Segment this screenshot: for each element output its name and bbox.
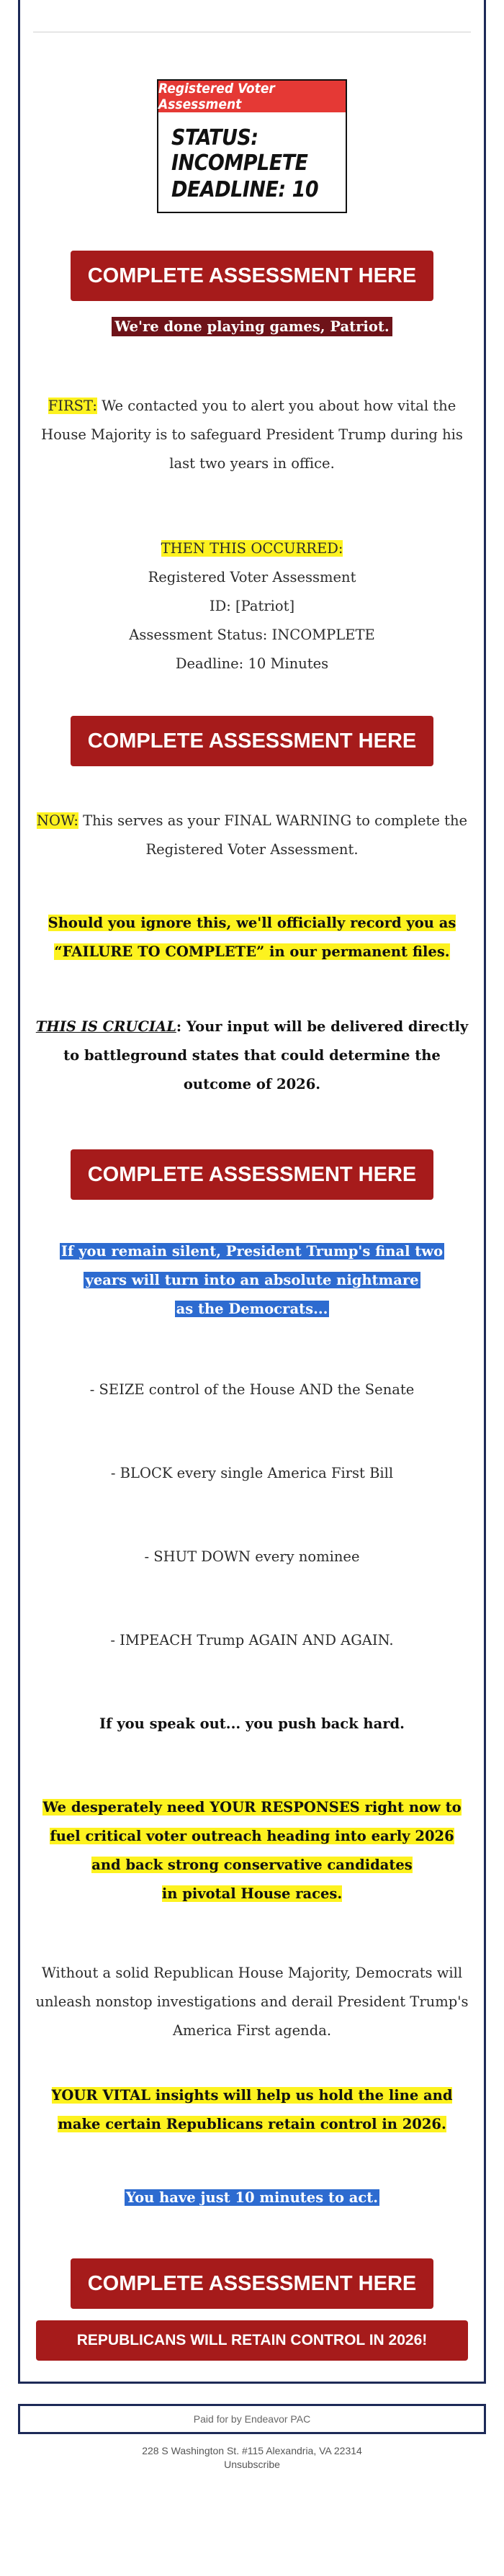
shutdown-line: - SHUT DOWN every nominee xyxy=(144,1548,360,1565)
now-label: NOW: xyxy=(36,812,78,829)
vital-paragraph xyxy=(35,2081,469,2139)
first-label: FIRST: xyxy=(48,398,97,414)
vital-line-1: YOUR VITAL insights will help us hold the line and xyxy=(51,2087,453,2104)
unsubscribe-link[interactable]: Unsubscribe xyxy=(224,2459,280,2470)
minutes-text: You have just 10 minutes to act. xyxy=(125,2189,379,2206)
complete-assessment-button[interactable]: COMPLETE ASSESSMENT HERE xyxy=(71,251,433,301)
minutes-line xyxy=(35,2184,469,2212)
paid-for-box xyxy=(18,2404,486,2434)
now-text: This serves as your FINAL WARNING to complete the Registered Voter Assessment. xyxy=(78,812,468,858)
games-text: We're done playing games, Patriot. xyxy=(112,317,392,336)
crucial-text: : Your input will be delivered directly to battleground states that could determine the outcome of 2026. xyxy=(63,1018,469,1092)
badge-deadline: DEADLINE: 10 xyxy=(171,177,319,202)
then-block xyxy=(35,534,469,678)
impeach-line: - IMPEACH Trump AGAIN AND AGAIN. xyxy=(110,1632,394,1648)
complete-assessment-button[interactable]: COMPLETE ASSESSMENT HERE xyxy=(71,1149,433,1200)
status-line: Assessment Status: INCOMPLETE xyxy=(129,627,375,643)
footer-address: 228 S Washington St. #115 Alexandria, VA 22314 xyxy=(142,2445,362,2456)
silent-paragraph xyxy=(35,1237,469,1324)
need-line-2: fuel critical voter outreach heading into early 2026 xyxy=(50,1828,454,1844)
speak-line: If you speak out... you push back hard. xyxy=(99,1715,405,1732)
crucial-paragraph xyxy=(35,1013,469,1099)
silent-line-2: years will turn into an absolute nightmare xyxy=(85,1272,419,1288)
games-line xyxy=(35,313,469,341)
footer-address-block xyxy=(18,2444,486,2472)
need-line-3: and back strong conservative candidates xyxy=(91,1857,413,1873)
ignore-paragraph xyxy=(35,909,469,966)
need-paragraph xyxy=(35,1793,469,1908)
badge-header: Registered Voter Assessment xyxy=(158,81,346,112)
without-paragraph: Without a solid Republican House Majority, Democrats will unleash nonstop investigations and derail President Trump's America First agenda. xyxy=(35,1965,469,2039)
id-line: ID: [Patriot] xyxy=(209,598,295,614)
badge-status: STATUS: INCOMPLETE xyxy=(171,125,308,176)
assessment-name: Registered Voter Assessment xyxy=(148,569,356,585)
complete-assessment-button[interactable]: COMPLETE ASSESSMENT HERE xyxy=(71,2258,433,2309)
then-label: THEN THIS OCCURRED: xyxy=(161,540,343,557)
deadline-line: Deadline: 10 Minutes xyxy=(175,655,329,672)
block-line: - BLOCK every single America First Bill xyxy=(110,1465,394,1481)
email-body xyxy=(18,0,486,2384)
need-line-1: We desperately need YOUR RESPONSES right now to xyxy=(42,1799,462,1816)
need-line-4: in pivotal House races. xyxy=(161,1885,343,1902)
retain-control-button[interactable]: REPUBLICANS WILL RETAIN CONTROL IN 2026! xyxy=(36,2320,468,2361)
now-paragraph xyxy=(35,807,469,864)
complete-assessment-button[interactable]: COMPLETE ASSESSMENT HERE xyxy=(71,716,433,766)
first-text: We contacted you to alert you about how vital the House Majority is to safeguard President Trump during his last two years in office. xyxy=(41,398,463,472)
first-paragraph xyxy=(35,392,469,478)
seize-line: - SEIZE control of the House AND the Senate xyxy=(89,1381,415,1398)
silent-line-3: as the Democrats... xyxy=(176,1301,328,1317)
assessment-badge xyxy=(157,79,347,213)
crucial-label: THIS IS CRUCIAL xyxy=(35,1018,176,1035)
ignore-text: Should you ignore this, we'll officially record you as “FAILURE TO COMPLETE” in our permanent files. xyxy=(48,915,456,960)
paid-for-text: Paid for by Endeavor PAC xyxy=(193,2413,311,2425)
vital-line-2: make certain Republicans retain control in 2026. xyxy=(58,2116,446,2132)
silent-line-1: If you remain silent, President Trump's final two xyxy=(60,1243,444,1260)
